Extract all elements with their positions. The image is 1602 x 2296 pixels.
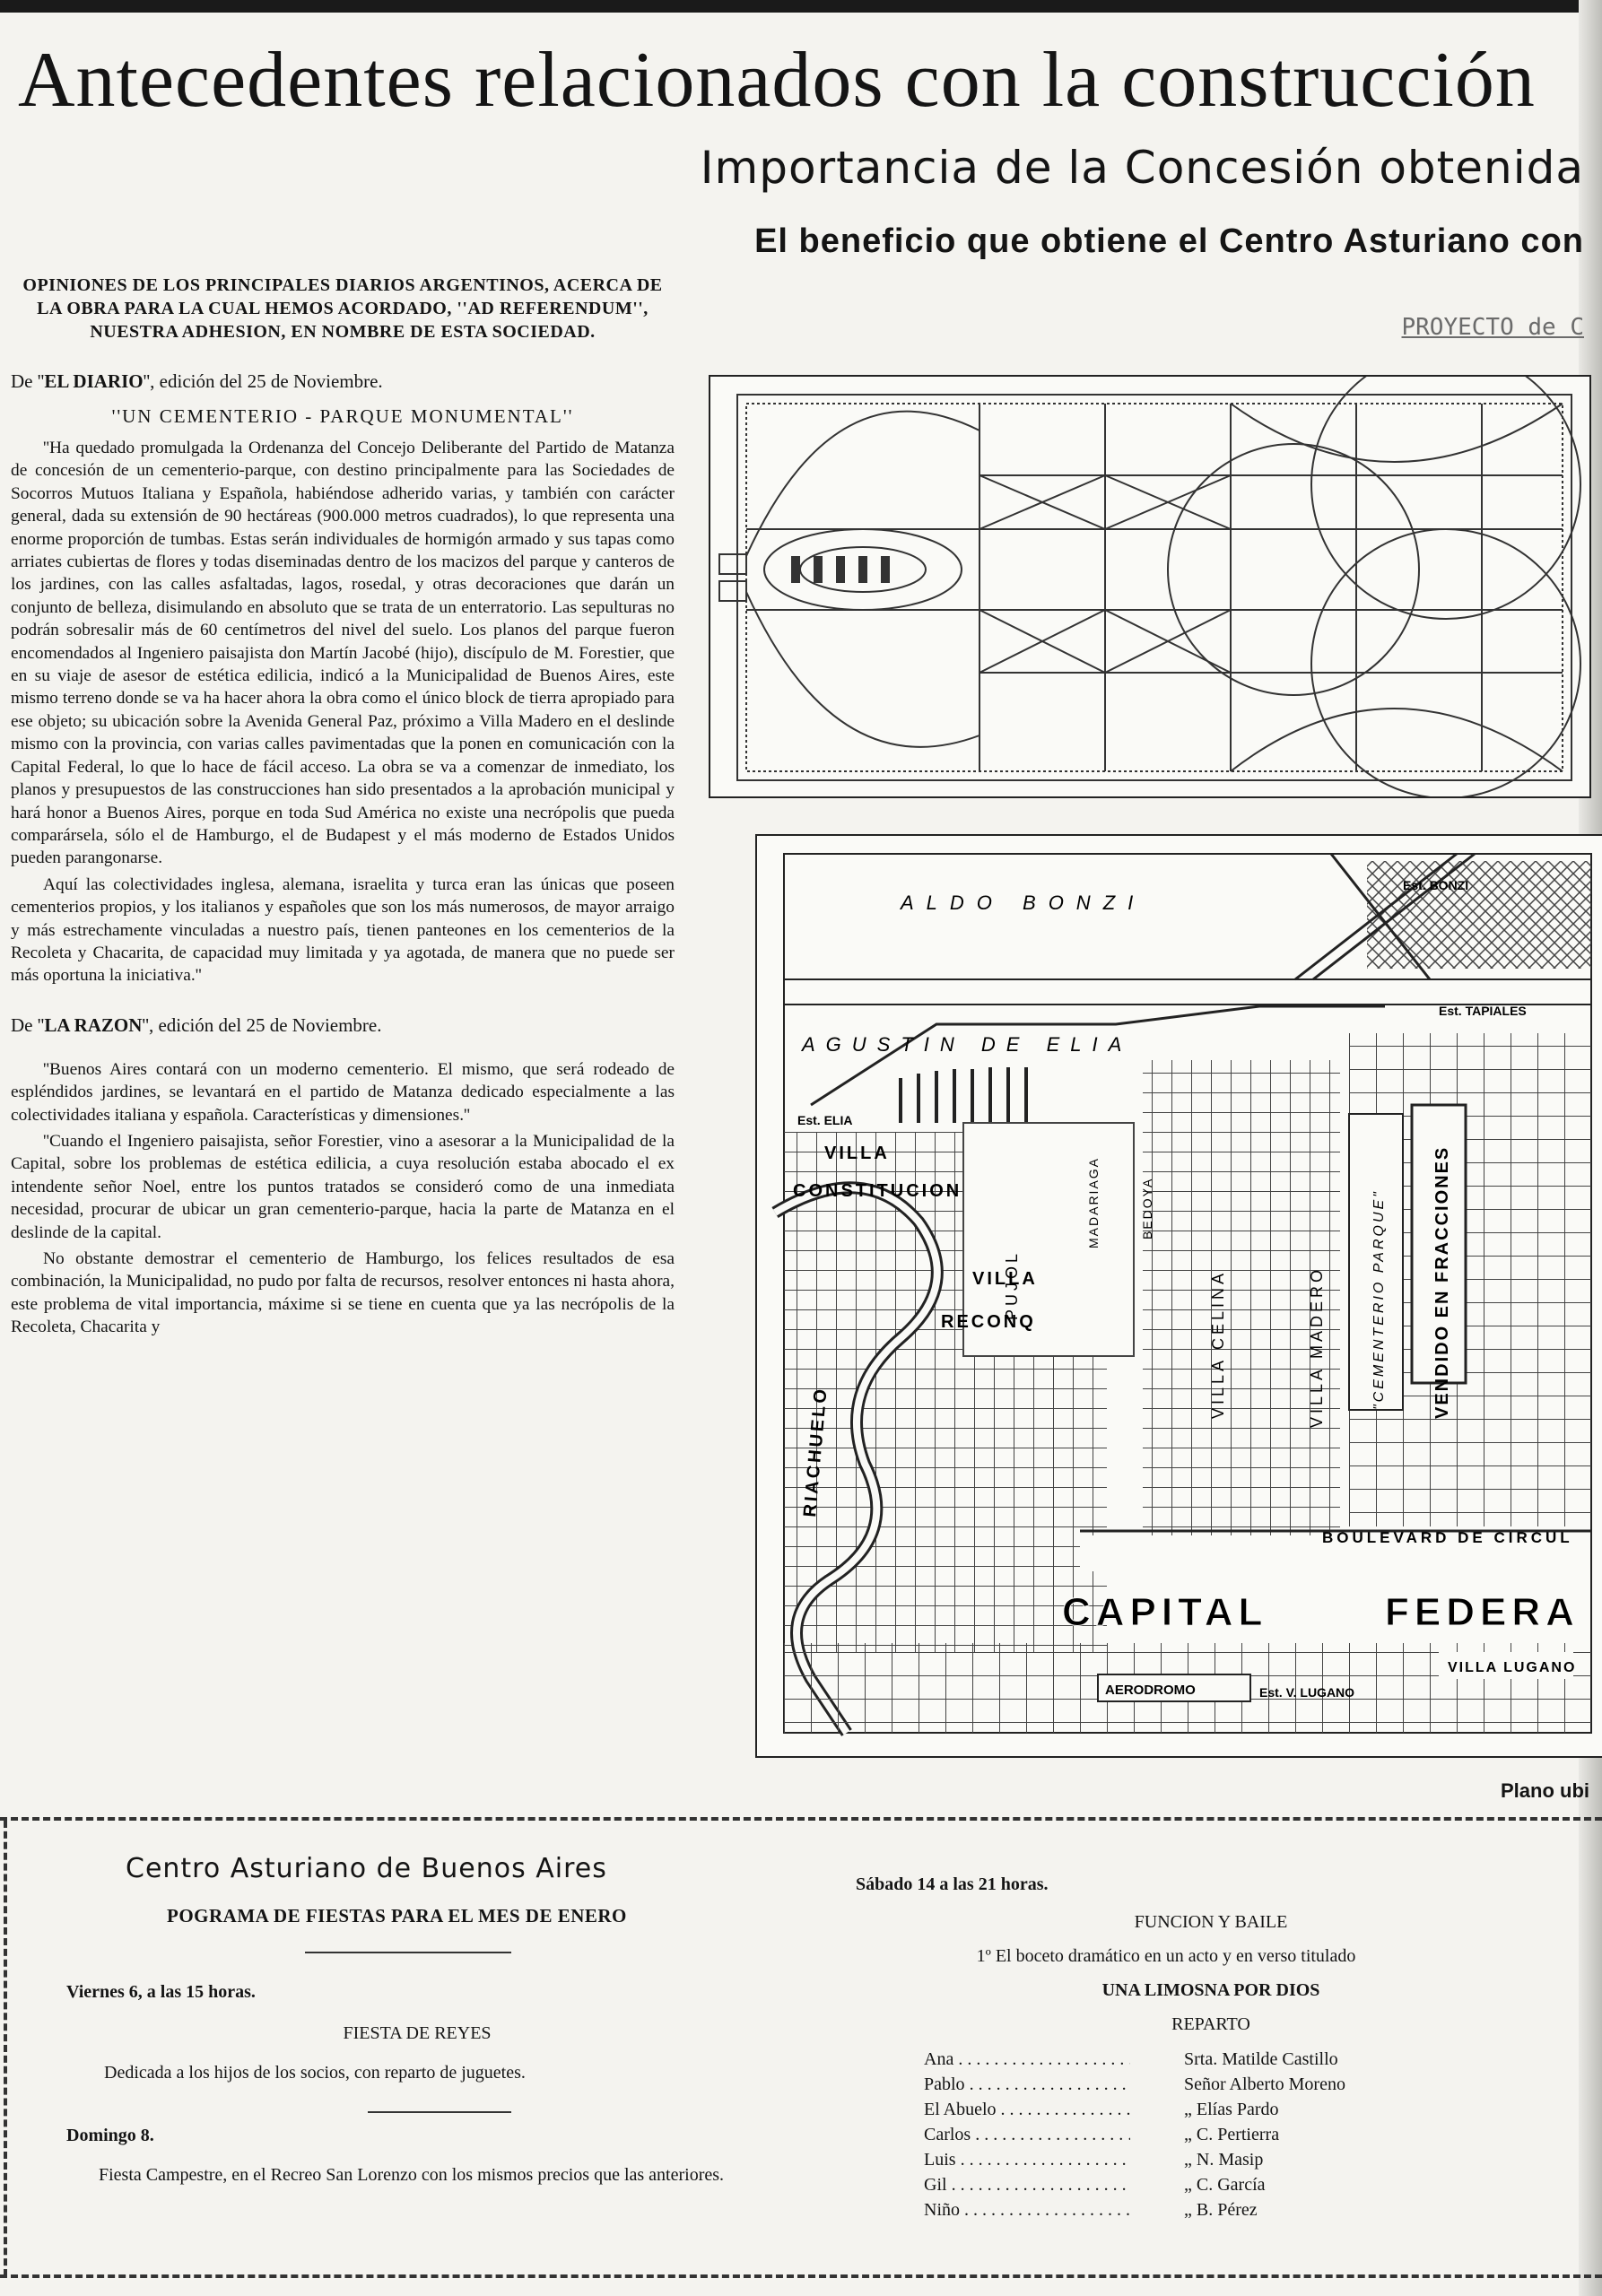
cemetery-plan xyxy=(709,375,1591,798)
map-label-riachuelo: RIACHUELO xyxy=(800,1386,831,1518)
map-label-cementerio-parque: "CEMENTERIO PARQUE" xyxy=(1371,1189,1387,1410)
map-label-villa-constitucion-1: VILLA xyxy=(824,1144,890,1163)
divider xyxy=(368,2111,511,2113)
subtitle-2: El beneficio que obtiene el Centro Asturiano con xyxy=(754,222,1584,260)
source-name: LA RAZON xyxy=(44,1013,143,1036)
map-caption: Plano ubi xyxy=(1501,1779,1589,1802)
map-label-est-tapiales: Est. TAPIALES xyxy=(1439,1004,1527,1018)
cast-row xyxy=(924,2047,1480,2072)
divider xyxy=(305,1952,511,1953)
event-3-item: 1º El boceto dramático en un acto y en verso titulado xyxy=(976,1946,1356,1966)
reparto-heading: REPARTO xyxy=(1171,2014,1250,2034)
cast-role: Gil . . . xyxy=(924,2172,1130,2197)
source-prefix: De '' xyxy=(11,1013,45,1036)
source-name: EL DIARIO xyxy=(44,370,144,392)
map-label-villa-celina: VILLA CELINA xyxy=(1209,1269,1227,1419)
event-3-title: FUNCION Y BAILE xyxy=(1134,1912,1288,1932)
event-1-title: FIESTA DE REYES xyxy=(343,2023,492,2043)
proyecto-label: PROYECTO de C xyxy=(1401,314,1584,341)
event-3-play: UNA LIMOSNA POR DIOS xyxy=(1101,1980,1320,2000)
cast-role: Carlos . . . xyxy=(924,2122,1130,2147)
cast-list xyxy=(924,2047,1480,2222)
map-label-agustin-de-elia: AGUSTIN DE ELIA xyxy=(802,1033,1133,1056)
source-line-la-razon xyxy=(11,1014,675,1037)
program-heading: POGRAMA DE FIESTAS PARA EL MES DE ENERO xyxy=(167,1905,627,1926)
article-body-1 xyxy=(11,437,675,987)
quote-title: ''UN CEMENTERIO - PARQUE MONUMENTAL'' xyxy=(111,405,574,427)
cast-row xyxy=(924,2147,1480,2172)
map-label-villa-constitucion-2: CONSTITUCION xyxy=(793,1181,962,1201)
cast-row xyxy=(924,2172,1480,2197)
cast-actor: „ B. Pérez xyxy=(1184,2200,1258,2220)
paragraph: ''Ha quedado promulgada la Ordenanza del Concejo Deliberante del Partido de Matanza de concesión de un cementerio-parque, con destino principalmente para las Sociedades de Socorros Mutuos Italiana y Española, habiéndose adherido varias, y también con carácter general, dada su extensión de 90 hectáreas (900.000 metros cuadrados), lo que representa una enorme proporción de tumbas. Estas serán individuales de hormigón armado y sus tapas como arriates cubiertas de flores y todas diseminadas dentro de los macizos del parque y canteros de los jardines, con las calles asfaltadas, lagos, rosedal, y otras decoraciones que darán un conjunto de belleza, disimulando en absoluto que se trata de un enterratorio. Las sepulturas no podrán sobresalir más de 60 centímetros del nivel del suelo. Los planos del parque fueron encomendados al Ingeniero paisajista don Martín Jacobé (hijo), discípulo de M. Forestier, que en su viaje de asesor de estética edilicia, indicó a la Municipalidad de Buenos Aires, este mismo terreno donde se va ha hacer ahora la obra como el único block de tierra apropiado para ese objeto; su ubicación sobre la Avenida General Paz, próximo a Villa Madero en el deslinde mismo con la provincia, con varias calles pavimentadas que la ponen en comunicación con la Capital Federal, lo que lo hace de fácil acceso. La obra se va a comenzar de inmediato, los planos y presupuestos de las construcciones han sido presentados a la aprobación municipal y hará honor a Buenos Aires, porque en toda Sud América no existe una necrópolis que pueda comparársela, sólo el de Hamburgo, el de Budapest y el más moderno de Estados Unidos pueden parangonarse. xyxy=(11,439,675,868)
map-label-bedoya: BEDOYA xyxy=(1140,1177,1154,1239)
map-label-villa-madero: VILLA MADERO xyxy=(1308,1265,1326,1428)
source-prefix: De '' xyxy=(11,370,45,392)
cast-actor: Srta. Matilde Castillo xyxy=(1184,2049,1338,2069)
event-2-date-text: Domingo 8. xyxy=(66,2126,154,2145)
page-title: Antecedentes relacionados con la construcción xyxy=(18,37,1536,124)
source-suffix: '', edición del 25 de Noviembre. xyxy=(143,370,383,392)
event-1-date-text: Viernes 6, a las 15 horas. xyxy=(66,1982,256,2002)
cast-row xyxy=(924,2197,1480,2222)
source-suffix: '', edición del 25 de Noviembre. xyxy=(142,1013,382,1036)
box-bottom-border xyxy=(0,2274,1602,2278)
source-line-el-diario xyxy=(11,370,675,393)
map-label-lugano: VILLA LUGANO xyxy=(1448,1660,1577,1675)
map-label-est-bonzi: Est. BONZI xyxy=(1403,878,1469,892)
map-label-pujol: PUJOL xyxy=(1003,1249,1021,1320)
cast-role: Niño . . . xyxy=(924,2197,1130,2222)
box-left-border xyxy=(4,1821,7,2276)
location-map xyxy=(755,834,1602,1758)
event-2-description: Fiesta Campestre, en el Recreo San Lorenzo con los mismos precios que las anteriores. xyxy=(99,2165,725,2185)
cast-actor: „ Elías Pardo xyxy=(1184,2100,1279,2119)
event-1-date xyxy=(66,1982,256,2003)
article-body-2 xyxy=(11,1058,675,1339)
map-label-federal: FEDERA xyxy=(1385,1590,1580,1634)
map-label-aldo-bonzi: ALDO BONZI xyxy=(901,891,1146,914)
program-organization: Centro Asturiano de Buenos Aires xyxy=(126,1853,607,1884)
box-top-border xyxy=(0,1817,1602,1821)
cast-actor: Señor Alberto Moreno xyxy=(1184,2074,1345,2094)
paragraph: Aquí las colectividades inglesa, alemana, israelita y turca eran las únicas que poseen cementerios propios, y los italianos y españoles que son los más numerosos, de mayor arraigo y más estrechamente vinculadas a nuestro país, tienen panteones en los cementerios de la Recoleta y Chacarita, de capacidad muy limitada y ya agotada, de manera que no puede ser más oportuna la iniciativa.'' xyxy=(11,874,675,986)
event-2-date xyxy=(66,2126,154,2146)
article-column xyxy=(11,274,675,1339)
cast-role: Pablo . . . xyxy=(924,2072,1130,2097)
cast-row xyxy=(924,2072,1480,2097)
cast-role: Ana . . . xyxy=(924,2047,1130,2072)
event-3-date-text: Sábado 14 a las 21 horas. xyxy=(856,1874,1049,1894)
paragraph: ''Cuando el Ingeniero paisajista, señor Forestier, vino a asesorar a la Municipalidad de la Capital, sobre los problemas de estética edilicia, a cuya resolución estaba abocado el ex intendente señor Noel, entre los puntos tratados se consideró como de una inmediata necesidad, procurar de ubicar un gran cementerio-parque, hacia la parte de Matanza en el deslinde de la capital. xyxy=(11,1131,675,1242)
cast-actor: „ N. Masip xyxy=(1184,2150,1264,2170)
cemetery-plan-drawing xyxy=(710,377,1589,796)
cast-role: El Abuelo . . . xyxy=(924,2097,1130,2122)
paragraph: No obstante demostrar el cementerio de Hamburgo, los felices resultados de esa combinación, la Municipalidad, no pudo por falta de recursos, resolver entonces ni hasta ahora, este problema de vital importancia, máxime si se tiene en cuenta que ya las necrópolis de la Recoleta, Chacarita y xyxy=(11,1249,675,1337)
event-3-date xyxy=(856,1874,1049,1895)
map-label-capital: CAPITAL xyxy=(1062,1590,1268,1634)
cast-actor: „ C. García xyxy=(1184,2175,1266,2195)
map-label-boulevard: BOULEVARD DE CIRCUL xyxy=(1322,1529,1573,1546)
cast-role: Luis . . . xyxy=(924,2147,1130,2172)
cast-row xyxy=(924,2122,1480,2147)
top-border xyxy=(0,0,1602,13)
paragraph: ''Buenos Aires contará con un moderno cementerio. El mismo, que será rodeado de espléndidos jardines, se levantará en el partido de Matanza dedicado especialmente a las colectividades italiana y española. Características y dimensiones.'' xyxy=(11,1059,675,1125)
location-map-drawing xyxy=(757,836,1602,1756)
map-label-est-elia: Est. ELIA xyxy=(797,1113,853,1127)
map-label-est-lugano: Est. V. LUGANO xyxy=(1259,1685,1355,1700)
cast-row xyxy=(924,2097,1480,2122)
map-label-vendido: VENDIDO EN FRACCIONES xyxy=(1432,1145,1452,1419)
map-label-aerodromo: AERODROMO xyxy=(1105,1683,1196,1698)
map-label-villa-reconquista-2: RECONQ xyxy=(941,1312,1036,1332)
map-label-madariaga: MADARIAGA xyxy=(1086,1156,1101,1248)
subtitle: Importancia de la Concesión obtenida xyxy=(700,142,1584,194)
cast-actor: „ C. Pertierra xyxy=(1184,2125,1280,2144)
event-1-description: Dedicada a los hijos de los socios, con reparto de juguetes. xyxy=(104,2063,526,2083)
map-label-villa-reconquista-1: VILLA xyxy=(972,1269,1038,1289)
article-heading: OPINIONES DE LOS PRINCIPALES DIARIOS ARGENTINOS, ACERCA DE LA OBRA PARA LA CUAL HEMOS ACORDADO, ''AD REFERENDUM'', NUESTRA ADHESION, EN NOMBRE DE ESTA SOCIEDAD. xyxy=(22,275,663,342)
